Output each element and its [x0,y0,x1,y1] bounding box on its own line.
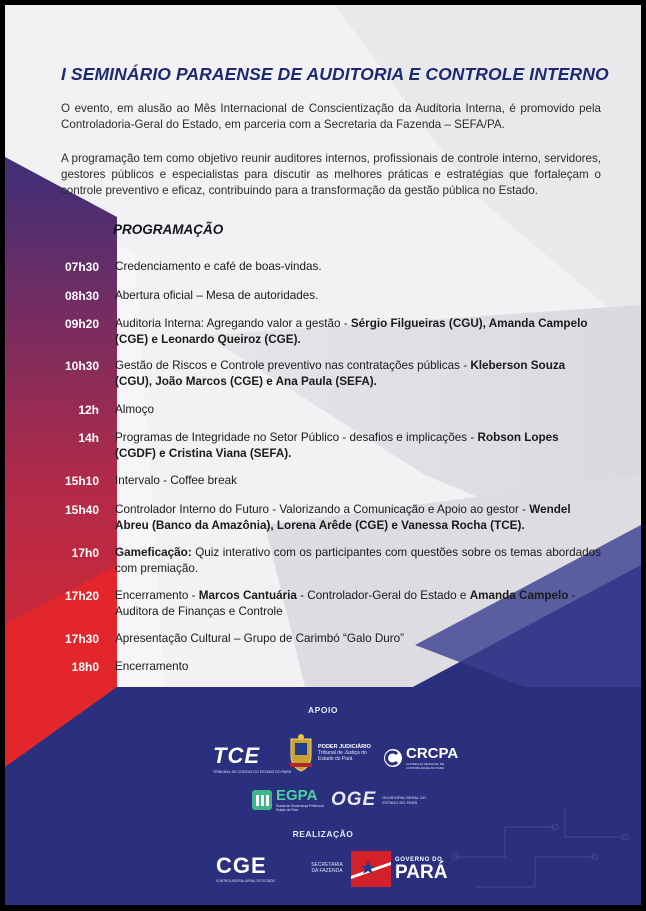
egpa-symbol-icon [251,789,273,811]
description-text: Auditoria Interna: Agregando valor a gestão - [115,317,351,330]
crcpa-logo-text: CRCPA [406,745,459,762]
speakers-text: Sérgio Filgueiras (CGU), Amanda Campelo (CGE) e Leonardo Queiroz (CGE). [115,317,588,346]
description-text: Abertura oficial – Mesa de autoridades. [115,289,319,302]
description-text: Apresentação Cultural – Grupo de Carimbó “Galo Duro” [115,632,405,645]
schedule-time: 07h30 [64,260,99,274]
schedule-time: 17h0 [71,546,99,560]
schedule-time: 15h40 [64,503,99,517]
crcpa-symbol-icon [383,748,403,768]
description-text: Programas de Integridade no Setor Público - desafios e implicações - [115,431,478,444]
tce-logo [213,743,291,775]
crcpa-logo [383,745,466,770]
oge-logo [331,789,426,811]
schedule-description [115,358,601,389]
schedule-time: 18h0 [71,660,99,674]
tjpa-subtitle: Tribunal de Justiça do Estado do Pará [318,750,367,762]
support-label: APOIO [308,705,338,715]
description-text: Encerramento - [115,589,199,602]
cge-logo [216,853,275,883]
gov-main-text: PARÁ [395,861,448,883]
governo-para-logo [351,851,447,887]
description-text: Encerramento [115,660,189,673]
oge-subtitle: OUVIDORIA GERAL DO ESTADO DO PARÁ [382,795,427,805]
speaker-name: Marcos Cantuária [198,589,297,602]
speakers-text: Wendel Abreu (Banco da Amazônia), Lorena Arêde (CGE) e Vanessa Rocha (TCE). [115,503,571,532]
description-text: Controlador Interno do Futuro - Valorizando a Comunicação e Apoio ao gestor - [115,503,530,516]
schedule-description [115,430,601,461]
schedule-description [115,473,601,489]
footer-red-accent [5,687,125,905]
schedule-description [115,659,601,675]
description-text: Gestão de Riscos e Controle preventivo nas contratações públicas - [115,359,471,372]
description-text: Almoço [115,403,154,416]
schedule-time: 08h30 [64,289,99,303]
program-heading: PROGRAMAÇÃO [113,222,224,237]
schedule-description [115,259,601,275]
tce-logo-subtitle: TRIBUNAL DE CONTAS DO ESTADO DO PARÁ [213,770,292,774]
schedule-time: 10h30 [64,359,99,373]
crcpa-subtitle: CONSELHO REGIONAL DE CONTABILIDADE DO PARÁ [406,762,445,770]
schedule-description [115,402,601,418]
schedule-time: 15h10 [64,474,99,488]
sefa-text: SECRETARIA DA FAZENDA [311,862,343,874]
para-flag-icon [351,851,391,887]
egpa-logo [251,787,328,812]
schedule-description [115,631,601,647]
cge-logo-text: CGE [216,853,267,878]
schedule-time: 17h20 [64,589,99,603]
oge-logo-text: OGE [331,789,377,810]
sefa-logo [309,862,345,874]
circuit-decoration [445,797,635,897]
poster-page [5,5,641,905]
schedule-time: 09h20 [64,317,99,331]
description-text: - Controlador-Geral do Estado e [296,589,470,602]
description-text: Credenciamento e café de boas-vindas. [115,260,322,273]
tce-logo-text: TCE [213,743,260,768]
schedule-description [115,288,601,304]
schedule-time: 14h [78,431,99,445]
schedule-time: 17h30 [64,632,99,646]
schedule-time: 12h [78,403,99,417]
description-text: - Auditora de Finanças e Controle [115,589,576,618]
intro-paragraph-1: O evento, em alusão ao Mês Internacional de Conscientização da Auditoria Interna, é promovido pela Controladoria-Geral do Estado, em parceria com a Secretaria da Fazenda – SEFA/PA. [61,102,601,131]
coat-of-arms-icon [288,733,314,773]
intro-paragraph-2: A programação tem como objetivo reunir auditores internos, profissionais de controle interno, servidores, gestores públicos e especialistas para discutir as melhores práticas e estratégias que fortaleçam o controle preventivo e eficaz, contribuindo para a transformação da gestão pública no Estado. [61,152,601,197]
description-text: Intervalo - Coffee break [115,474,237,487]
schedule-description [115,502,601,533]
schedule-description [115,316,601,347]
cge-subtitle: CONTROLADORIA-GERAL DO ESTADO [216,879,275,883]
speaker-name: Amanda Campelo [469,589,569,602]
description-text: Quiz interativo com os participantes com questões sobre os temas abordados com premiação. [115,546,601,575]
tjpa-title: PODER JUDICIÁRIO [318,744,371,750]
tjpa-logo [288,733,371,773]
schedule-description [115,588,601,619]
schedule-description [115,545,601,576]
speakers-text: Kleberson Souza (CGU), João Marcos (CGE) e Ana Paula (SEFA). [115,359,566,388]
page-title: I SEMINÁRIO PARAENSE DE AUDITORIA E CONTROLE INTERNO [61,64,609,84]
realization-label: REALIZAÇÃO [292,829,354,839]
activity-name: Gameficação: [115,546,192,559]
egpa-logo-text: EGPA [276,787,318,804]
footer-band [5,687,641,905]
gov-top-text: GOVERNO DO [395,856,443,863]
egpa-subtitle: Escola de Governança Pública do Estado do Pará [276,804,325,812]
speakers-text: Robson Lopes (CGDF) e Cristina Viana (SEFA). [115,431,559,460]
